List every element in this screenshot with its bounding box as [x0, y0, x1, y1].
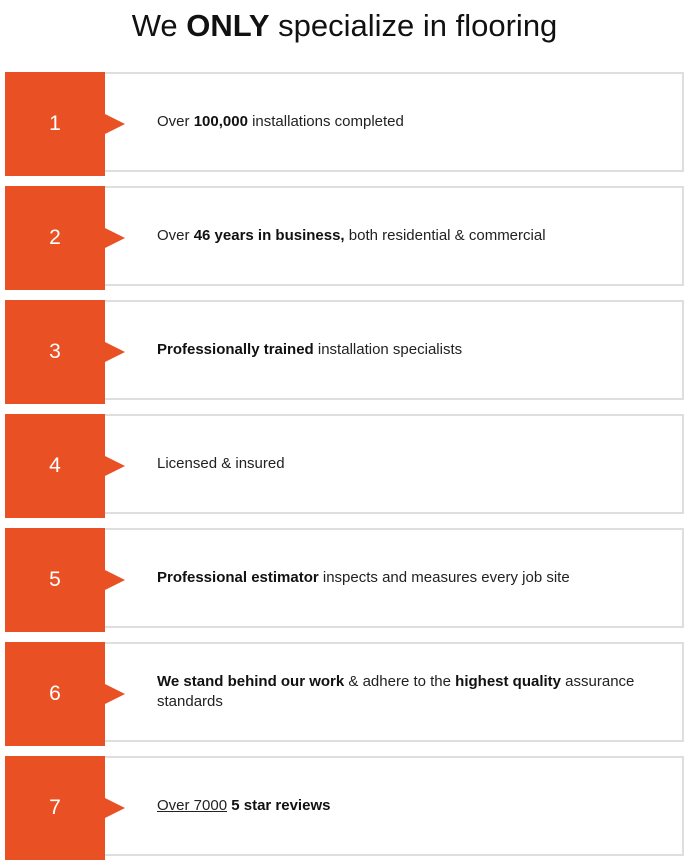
feature-card	[5, 756, 684, 856]
arrow-right-icon	[105, 228, 125, 248]
feature-text-segment: inspects and measures every job site	[318, 569, 570, 586]
page-title	[0, 6, 689, 46]
feature-text-link[interactable]: Over 7000	[157, 797, 228, 814]
feature-text	[157, 302, 662, 398]
number-label: 2	[49, 226, 61, 249]
arrow-right-icon	[105, 798, 125, 818]
feature-text-segment: assurance standards	[157, 673, 635, 710]
number-label: 6	[49, 682, 61, 705]
feature-card	[5, 186, 684, 286]
number-label: 7	[49, 796, 61, 819]
feature-text-segment: Over	[157, 113, 194, 130]
number-badge	[5, 642, 105, 746]
feature-text	[157, 416, 662, 512]
number-badge	[5, 300, 105, 404]
arrow-right-icon	[105, 684, 125, 704]
feature-text-segment: installation specialists	[313, 341, 463, 358]
number-badge	[5, 414, 105, 518]
feature-text-segment: & adhere to the	[344, 673, 456, 690]
feature-text-bold: Professionally trained	[157, 341, 314, 358]
feature-text-bold: 5 star reviews	[231, 797, 331, 814]
number-badge	[5, 72, 105, 176]
feature-card	[5, 72, 684, 172]
number-label: 3	[49, 340, 61, 363]
feature-text	[157, 74, 662, 170]
feature-text-bold: 46 years in business,	[193, 227, 345, 244]
feature-text-segment: both residential & commercial	[344, 227, 546, 244]
feature-card	[5, 642, 684, 742]
feature-text	[157, 758, 662, 854]
feature-text-bold: highest quality	[455, 673, 562, 690]
feature-text-bold: 100,000	[193, 113, 248, 130]
feature-card	[5, 528, 684, 628]
number-label: 5	[49, 568, 61, 591]
arrow-right-icon	[105, 342, 125, 362]
title-post: specialize in flooring	[269, 8, 558, 43]
title-pre: We	[131, 8, 187, 43]
number-label: 1	[49, 112, 61, 135]
arrow-right-icon	[105, 114, 125, 134]
number-label: 4	[49, 454, 61, 477]
feature-text	[157, 644, 662, 740]
feature-text	[157, 188, 662, 284]
feature-card	[5, 300, 684, 400]
feature-text-bold: Professional estimator	[157, 569, 319, 586]
feature-text-segment: Licensed & insured	[157, 455, 285, 472]
title-emphasis: ONLY	[186, 8, 270, 43]
feature-text-segment: installations completed	[247, 113, 404, 130]
arrow-right-icon	[105, 570, 125, 590]
feature-text-segment: Over	[157, 227, 194, 244]
feature-card	[5, 414, 684, 514]
number-badge	[5, 528, 105, 632]
number-badge	[5, 186, 105, 290]
feature-text	[157, 530, 662, 626]
number-badge	[5, 756, 105, 860]
feature-text-bold: We stand behind our work	[157, 673, 345, 690]
arrow-right-icon	[105, 456, 125, 476]
